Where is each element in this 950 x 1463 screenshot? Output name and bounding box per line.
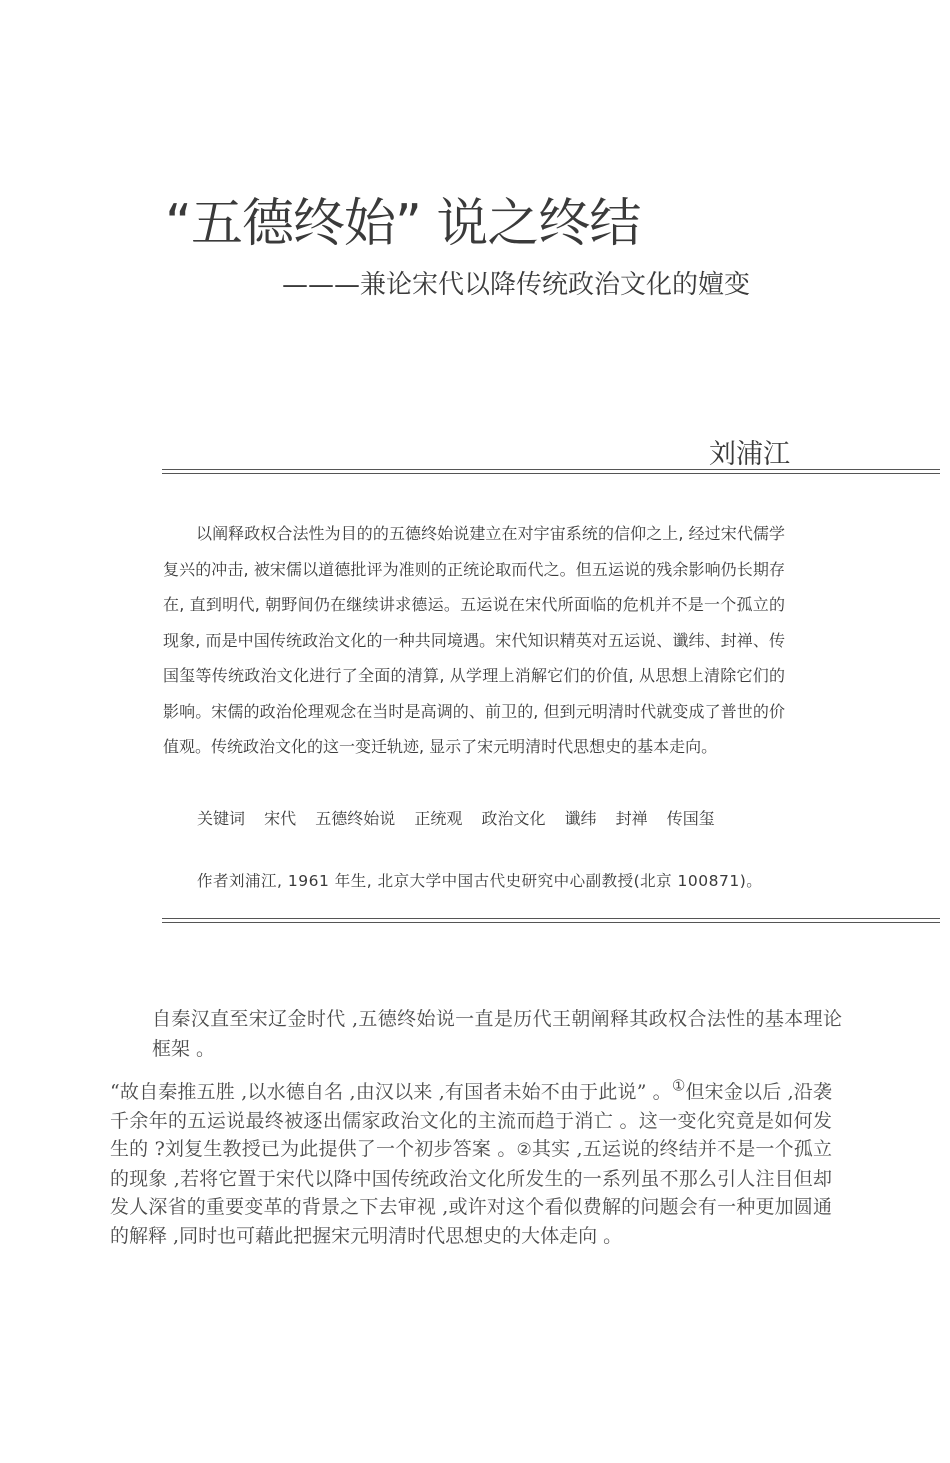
- bottom-double-rule: [162, 918, 940, 919]
- body-text-segment: 但宋金以后 ,沿袭千余年的五运说最终被逐出儒家政治文化的主流而趋于消亡 。这一变化究竟是如何发生的 ?刘复生教授已为此提供了一个初步答案 。: [110, 1081, 832, 1160]
- author-name: 刘浦江: [709, 439, 790, 470]
- quote-text: “故自秦推五胜 ,以水德自名 ,由汉以来 ,有国者未始不由于此说” 。: [110, 1081, 672, 1103]
- keyword: 宋代: [264, 809, 297, 828]
- keywords-line: [197, 805, 729, 833]
- keyword: 谶纬: [564, 809, 597, 828]
- body-paragraph-1: 自秦汉直至宋辽金时代 ,五德终始说一直是历代王朝阐释其政权合法性的基本理论框架 。: [152, 1008, 842, 1060]
- article-title: “五德终始” 说之终结: [165, 194, 641, 254]
- keyword: 传国玺: [666, 809, 715, 828]
- body-paragraph-2: [110, 1078, 832, 1250]
- abstract-text: 以阐释政权合法性为目的的五德终始说建立在对宇宙系统的信仰之上, 经过宋代儒学复兴的冲击, 被宋儒以道德批评为准则的正统论取而代之。但五运说的残余影响仍长期存在, 直到明代, 朝野间仍在继续讲求德运。五运说在宋代所面临的危机并不是一个孤立的现象, 而是中国传统政治文化的一种共同境遇。宋代知识精英对五运说、谶纬、封禅、传国玺等传统政治文化进行了全面的清算, 从学理上消解它们的价值, 从思想上清除它们的影响。宋儒的政治伦理观念在当时是高调的、前卫的, 但到元明清时代就变成了普世的价值观。传统政治文化的这一变迁轨迹, 显示了宋元明清时代思想史的基本走向。: [163, 524, 785, 756]
- footnote-marker-2[interactable]: ②: [516, 1140, 532, 1160]
- article-subtitle: ———兼论宋代以降传统政治文化的嬗变: [282, 270, 751, 300]
- author-note: 作者刘浦江, 1961 年生, 北京大学中国古代史研究中心副教授(北京 100871)。: [197, 872, 763, 890]
- keyword: 政治文化: [481, 809, 546, 828]
- body-text-segment: 其实 ,五运说的终结并不是一个孤立的现象 ,若将它置于宋代以降中国传统政治文化所发生的一系列虽不那么引人注目但却发人深省的重要变革的背景之下去审视 ,或许对这个看似费解的问题会有一种更加圆通的解释 ,同时也可藉此把握宋元明清时代思想史的大体走向 。: [110, 1138, 832, 1247]
- footnote-marker-1[interactable]: ①: [671, 1076, 686, 1095]
- keyword: 封禅: [615, 809, 648, 828]
- keyword: 正统观: [414, 809, 463, 828]
- keywords-label: 关键词: [197, 809, 246, 828]
- top-double-rule: [162, 469, 940, 470]
- keyword: 五德终始说: [315, 809, 396, 828]
